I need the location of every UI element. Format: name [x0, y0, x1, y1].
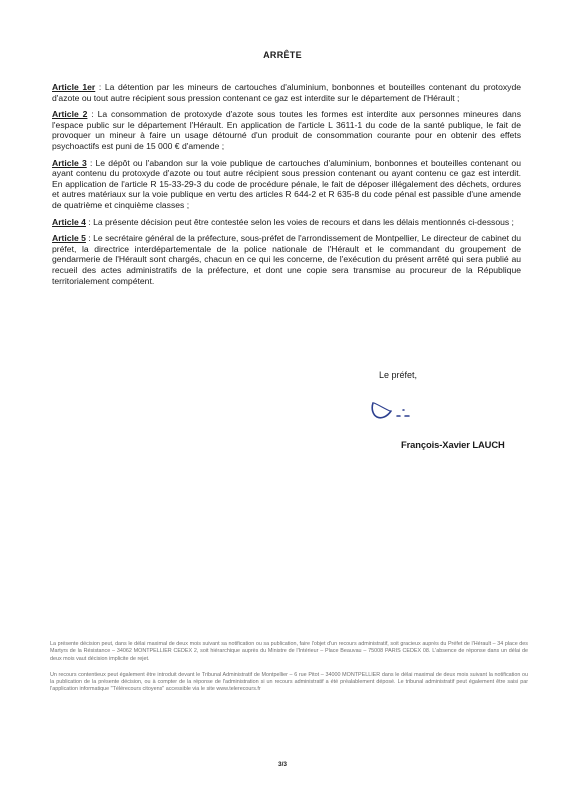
legal-notice — [50, 641, 528, 703]
document-title: ARRÊTE — [263, 50, 302, 60]
article-5 — [52, 233, 521, 286]
article-text: : Le dépôt ou l'abandon sur la voie publique de cartouches d'aluminium, bonbonnes et bouteilles contenant ou ayant contenu du protoxyde d'azote ou tout autre récipient sous pression contenant ou ayant contenu ce gaz est interdit. En application de l'article R 15-33-29-3 du code de procédure pénale, le fait de déposer illégalement des déchets, ordures et autres matériaux sur la voie publique en vertu des articles R 644-2 et R 635-8 du code pénal est passible d'une amende de quatrième et cinquième classes ; — [52, 157, 521, 210]
article-3 — [52, 158, 521, 211]
appeal-contentious-paragraph: Un recours contentieux peut également être introduit devant le Tribunal Administratif de Montpellier – 6 rue Pitot – 34000 MONTPELLIER dans le délai maximal de deux mois suivant la notification ou la publication de la présente décision, ou à compter de la réponse de l'administration si un recours administratif a été préalablement déposé. Le tribunal administratif peut également être saisi par l'application informatique "Télérecours citoyens" accessible via le site www.telerecours.fr — [50, 671, 528, 693]
article-2 — [52, 109, 521, 151]
article-label: Article 4 — [52, 216, 86, 227]
article-text: : La présente décision peut être contestée selon les voies de recours et dans les délais mentionnés ci-dessous ; — [85, 216, 514, 227]
article-text: : Le secrétaire général de la préfecture, sous-préfet de l'arrondissement de Montpellier, Le directeur de cabinet du préfet, la directrice interdépartementale de la police nationale de l'Hérault et le commandant du groupement de gendarmerie de l'Hérault sont chargés, chacun en ce qui les concerne, de l'exécution du présent arrêté qui sera publié au recueil des actes administratifs de la préfecture, et dont une copie sera transmise au procureur de la République territorialement compétent. — [52, 233, 522, 286]
article-label: Article 1er — [52, 82, 96, 92]
articles-section — [52, 82, 521, 292]
signatory-name: François-Xavier LAUCH — [401, 439, 505, 450]
handwritten-signature — [365, 395, 425, 427]
article-label: Article 5 — [52, 233, 86, 244]
page-number: 3/3 — [277, 761, 288, 768]
appeal-administrative-paragraph: La présente décision peut, dans le délai maximal de deux mois suivant sa notification ou sa publication, faire l'objet d'un recours administratif, soit gracieux auprès du Préfet de l'Hérault – 34 place des Martyrs de la Résistance – 34062 MONTPELLIER CEDEX 2, soit hiérarchique auprès du Ministre de l'Intérieur – Place Beauvau – 75008 PARIS CEDEX 08. L'absence de réponse dans un délai de deux mois vaut décision implicite de rejet. — [50, 641, 528, 662]
article-4 — [52, 217, 521, 228]
article-text: : La détention par les mineurs de cartouches d'aluminium, bonbonnes et bouteilles contenant du protoxyde d'azote ou tout autre récipient sous pression contenant ce gaz est interdite sur le département de l'Hérault ; — [52, 82, 521, 103]
article-label: Article 3 — [52, 157, 87, 168]
article-label: Article 2 — [52, 109, 88, 120]
article-text: : La consommation de protoxyde d'azote sous toutes les formes est interdite aux personnes mineures dans l'espace public sur le département l'Hérault. En application de l'article L 3611-1 du code de la santé publique, le fait de provoquer un mineur à faire un usage détourné d'un produit de consommation courante pour en obtenir des effets psychoactifs est puni de 15 000 € d'amende ; — [52, 109, 521, 151]
signatory-title: Le préfet, — [379, 370, 418, 380]
article-1 — [52, 82, 521, 103]
